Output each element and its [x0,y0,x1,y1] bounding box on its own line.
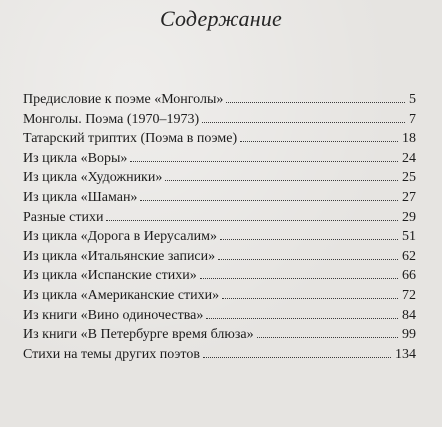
toc-entry-page: 84 [402,307,416,323]
dot-leader [226,102,405,103]
dot-leader [222,298,398,299]
dot-leader [220,239,398,240]
toc-entry [23,266,416,286]
toc-entry [23,247,416,267]
toc-entry-title: Монголы. Поэма (1970–1973) [23,111,200,127]
toc-entry [23,90,416,110]
toc-entry-title: Из цикла «Шаман» [23,189,138,205]
toc-entry-title: Из цикла «Воры» [23,150,128,166]
toc-entry-page: 134 [395,346,416,362]
toc-entry [23,306,416,326]
toc-entry-title: Разные стихи [23,209,104,225]
toc-entry-page: 51 [402,229,416,245]
toc-entry-page: 24 [402,150,416,166]
dot-leader [140,200,398,201]
dot-leader [240,141,398,142]
toc-entry-page: 66 [402,268,416,284]
toc-entry [23,286,416,306]
toc-entry [23,188,416,208]
dot-leader [218,259,398,260]
dot-leader [106,220,398,221]
dot-leader [206,318,398,319]
table-of-contents [23,90,416,364]
toc-entry-title: Из книги «В Петербурге время блюза» [23,327,254,343]
toc-entry-title: Из цикла «Испанские стихи» [23,268,197,284]
toc-entry-title: Из цикла «Дорога в Иерусалим» [23,229,217,245]
toc-entry [23,149,416,169]
toc-entry-page: 62 [402,248,416,264]
toc-entry-page: 7 [409,111,416,127]
dot-leader [200,278,398,279]
toc-entry [23,129,416,149]
dot-leader [130,161,398,162]
dot-leader [165,180,398,181]
toc-entry-page: 27 [402,189,416,205]
toc-entry [23,110,416,130]
toc-entry-title: Из цикла «Итальянские записи» [23,248,216,264]
dot-leader [202,122,405,123]
toc-entry-title: Из цикла «Художники» [23,170,163,186]
toc-entry-page: 5 [409,92,416,107]
toc-entry-page: 99 [402,327,416,343]
toc-entry [23,168,416,188]
toc-entry-title: Из цикла «Американские стихи» [23,287,220,303]
toc-entry-title: Предисловие к поэме «Монголы» [23,92,224,107]
toc-entry [23,325,416,345]
toc-entry [23,345,416,365]
toc-entry-page: 25 [402,170,416,186]
page-title: Содержание [159,6,282,31]
toc-entry-title: Стихи на темы других поэтов [23,346,200,362]
dot-leader [203,357,391,358]
toc-entry [23,208,416,228]
toc-entry-page: 72 [402,287,416,303]
toc-entry-title: Из книги «Вино одиночества» [23,307,204,323]
dot-leader [257,337,398,338]
toc-entry-page: 29 [402,209,416,225]
toc-entry [23,227,416,247]
toc-entry-title: Татарский триптих (Поэма в поэме) [23,131,238,147]
toc-entry-page: 18 [402,131,416,147]
